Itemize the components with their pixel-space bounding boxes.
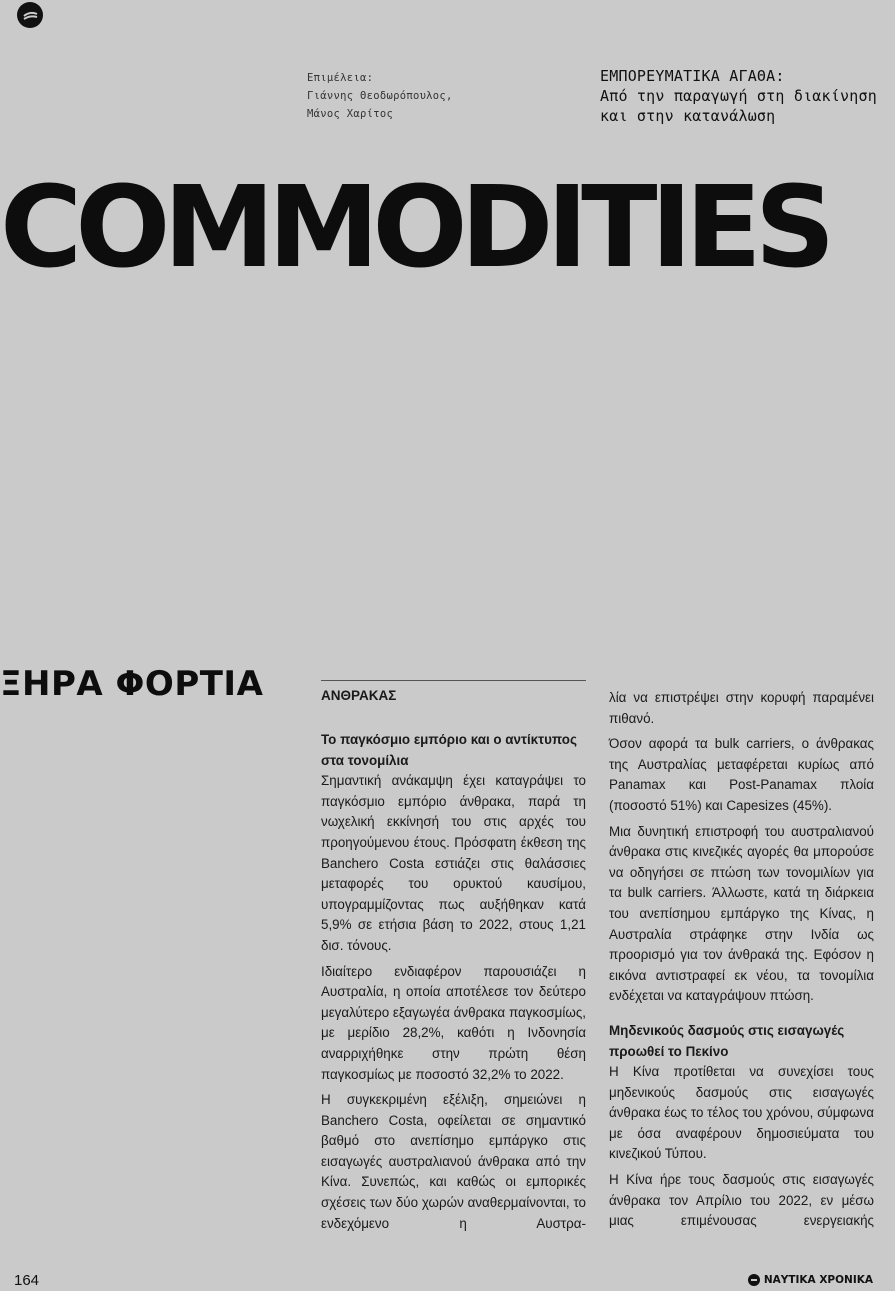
section-title: ΞΗΡΑ ΦΟΡΤΙΑ	[0, 664, 264, 704]
article-column-1	[321, 680, 586, 1234]
article-paragraph-3: Η συγκεκριμένη εξέλιξη, σημειώνει η Banchero Costa, οφείλεται σε σημαντικό βαθμό στο ανεπίσημο εμπάργκο στις εισαγωγές αυστραλιανού άνθρακα από την Κίνα. Συνεπώς, και καθώς οι εμπορικές σχέσεις των δύο χωρών αναθερμαίνονται, το ενδεχόμενο η Αυστρα-	[321, 1092, 586, 1231]
page-number: 164	[14, 1272, 40, 1289]
publication-logo-icon	[17, 2, 43, 28]
credits-author-2: Μάνος Χαρίτος	[307, 108, 394, 120]
article-subhead-2: Μηδενικούς δασμούς στις εισαγωγές προωθεί το Πεκίνο	[609, 1022, 845, 1059]
brand-logo-icon	[748, 1274, 760, 1286]
article-paragraph-6: Η Κίνα προτίθεται να συνεχίσει τους μηδενικούς δασμούς στις εισαγωγές άνθρακα έως το τέλος του χρόνου, σύμφωνα με όσα αναφέρουν δημοσιεύματα του κινεζικού Τύπου.	[609, 1064, 874, 1162]
article-subhead-1: Το παγκόσμιο εμπόριο και ο αντίκτυπος στα τονομίλια	[321, 732, 577, 768]
article-category: ΑΝΘΡΑΚΑΣ	[321, 688, 397, 703]
section-header-line-1: ΕΜΠΟΡΕΥΜΑΤΙΚΑ ΑΓΑΘΑ:	[600, 67, 785, 85]
main-title: COMMODITIES	[0, 163, 829, 293]
article-paragraph-3-continued: λία να επιστρέψει στην κορυφή παραμένει πιθανό.	[609, 690, 874, 726]
credits-label: Επιμέλεια:	[307, 72, 374, 84]
article-paragraph-7: Η Κίνα ήρε τους δασμούς στις εισαγωγές άνθρακα τον Απρίλιο του 2022, εν μέσω μιας επιμένουσας ενεργειακής	[609, 1172, 874, 1229]
section-header	[600, 66, 877, 126]
article-paragraph-2: Ιδιαίτερο ενδιαφέρον παρουσιάζει η Αυστραλία, η οποία αποτέλεσε τον δεύτερο μεγαλύτερο εξαγωγέα άνθρακα παγκοσμίως, με μερίδιο 28,2%, καθότι η Ινδονησία αναρριχήθηκε στην πρώτη θέση παγκοσμίως με ποσοστό 32,2% το 2022.	[321, 963, 586, 1082]
article-paragraph-5: Μια δυνητική επιστροφή του αυστραλιανού άνθρακα στις κινεζικές αγορές θα μπορούσε να οδηγήσει σε πτώση των τονομιλίων για τα bulk carriers. Άλλωστε, κατά τη διάρκεια του ανεπίσημου εμπάργκο της Κίνας, η Αυστραλία στράφηκε στην Ινδία ως προορισμό για τον άνθρακά της. Εφόσον η εικόνα αντιστραφεί εκ νέου, τα τονομίλια ενδέχεται να καταγράψουν πτώση.	[609, 823, 874, 1004]
article-paragraph-4: Όσον αφορά τα bulk carriers, ο άνθρακας της Αυστραλίας μεταφέρεται κυρίως από Panamax και Post-Panamax πλοία (ποσοστό 51%) και Capesizes (45%).	[609, 736, 874, 813]
footer-brand	[748, 1274, 873, 1286]
footer-brand-name: ΝΑΥΤΙΚΑ ΧΡΟΝΙΚΑ	[763, 1274, 873, 1286]
section-header-line-2: Από την παραγωγή στη διακίνηση	[600, 87, 877, 105]
article-paragraph-1: Σημαντική ανάκαμψη έχει καταγράψει το παγκόσμιο εμπόριο άνθρακα, παρά τη νωχελική εκκίνησή του στις αρχές του προηγούμενου έτους. Πρόσφατη έκθεση της Banchero Costa εστιάζει στις θαλάσσιες μεταφορές του ορυκτού καυσίμου, υπογραμμίζοντας πως αυξήθηκαν κατά 5,9% σε ετήσια βάση το 2022, στους 1,21 δισ. τόνους.	[321, 773, 586, 953]
section-header-line-3: και στην κατανάλωση	[600, 107, 776, 125]
editor-credits	[307, 69, 453, 123]
credits-author-1: Γιάννης Θεοδωρόπουλος,	[307, 90, 453, 102]
article-column-2	[609, 688, 874, 1232]
